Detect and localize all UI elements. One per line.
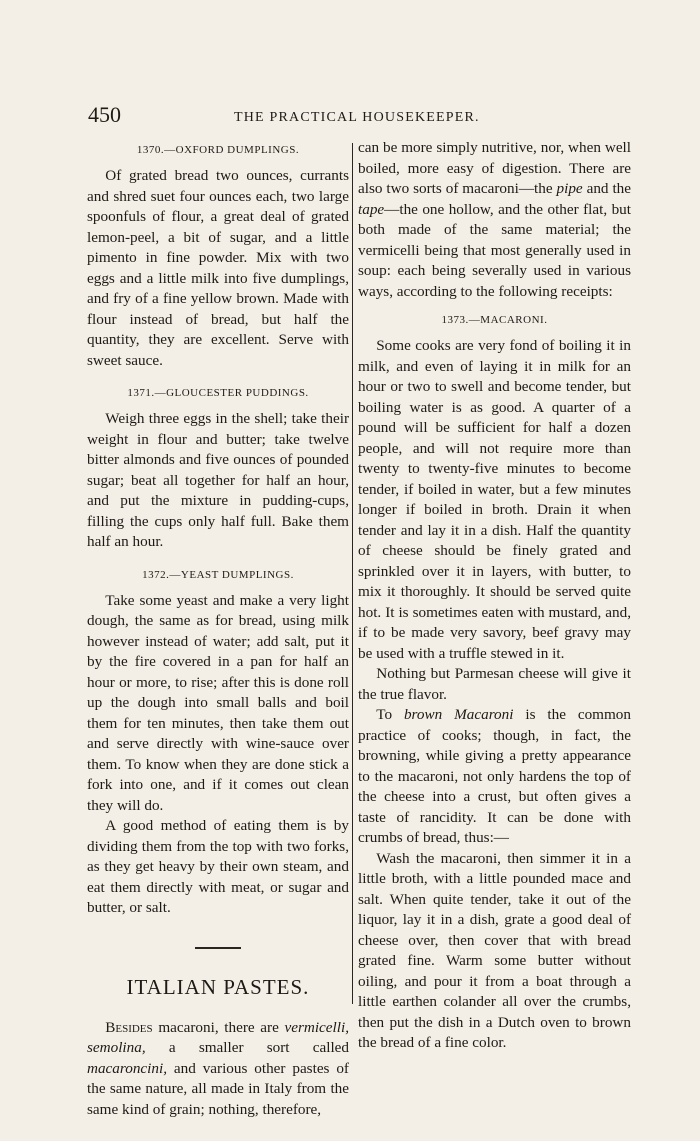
recipe-text-1372-b: A good method of eating them is by dividing them from the top with two forks, as they get heavy by their own steam, and eat them directly with meat, or sugar and butter, or salt. [87,817,349,916]
section-divider [195,947,241,949]
recipe-text-1372-a: Take some yeast and make a very light dough, the same as for bread, using milk however instead of water; add salt, put it by the fire covered in a pan for half an hour or more, to rise; after this is done roll up the dough into small balls and boil them for ten minutes, then take them out and serve directly with wine-sauce over them. To know when they are done stick a fork into one, and if it comes out clean they will do. [87,591,349,814]
recipe-text-1373-a: Some cooks are very fond of boiling it in milk, and even of laying it in milk for an hour or two to swell and become tender, but boiling water is as good. A quarter of a pound will be sufficient for half a dozen people, and will not require more than twenty to twenty-five minutes to become tender, if boiled in water, but a few minutes longer if boiled in broth. Drain it when tender and lay it in a dish. Half the quantity of cheese should be finely grated and sprinkled over it in layers, with butter, to mix it thoroughly. It should be served quite hot. It is sometimes eaten with mustard, and, if to be made very savory, beef gravy may be used with a truffle stewed in it. [358,337,631,662]
right-column [358,138,631,1054]
recipe-text-1370: Of grated bread two ounces, currants and shred suet four ounces each, two large spoonfuls of flour, a great deal of grated lemon-peel, a bit of sugar, and a little pimento in fine powder. Mix with two eggs and a little milk into five dumplings, and fry of a fine yellow brown. Made with flour instead of bread, but half the quantity, they are excellent. Serve with sweet sauce. [87,167,349,369]
recipe-title-1372: 1372.—YEAST DUMPLINGS. [142,568,294,581]
recipe-title-1370: 1370.—OXFORD DUMPLINGS. [136,144,300,156]
page-header [88,102,658,134]
recipe-text-1373-b: Nothing but Parmesan cheese will give it the true flavor. [358,665,631,703]
recipe-title-1371: 1371.—GLOUCESTER PUDDINGS. [127,387,309,399]
section-title: ITALIAN PASTES. [126,974,310,999]
recipe-text-1371: Weigh three eggs in the shell; take their weight in flour and butter; take twelve bitter almonds and five ounces of pounded sugar; beat all together for half an hour, and put the mixture in pudding-cups, filling the cups only half full. Bake them half an hour. [87,410,349,550]
section-intro: Besides macaroni, there are vermicelli, semolina, a smaller sort called macaroncini, and various other pastes of the same nature, all made in Italy from the same kind of grain; nothing, therefore, [87,1018,349,1118]
left-column [87,138,349,1120]
recipe-text-1373-c: To brown Macaroni is the common practice of cooks; though, in fact, the browning, while giving a pretty appearance to the macaroni, not only hardens the top of the cheese into a crust, but often gives a taste of rancidity. It can be done with crumbs of bread, thus:— [358,706,631,846]
column-divider [352,143,353,1004]
page-number: 450 [88,102,121,127]
section-intro-continued: can be more simply nutritive, nor, when well boiled, more easy of digestion. There are also two sorts of macaroni—the pipe and the tape—the one hollow, and the other flat, but both made of the same material; the vermicelli being that most generally used in soup: each being severally used in various ways, according to the following receipts: [358,139,632,300]
intro-first-word: Besides [105,1018,153,1036]
recipe-title-1373: 1373.—MACARONI. [441,314,548,326]
recipe-text-1373-d: Wash the macaroni, then simmer it in a little broth, with a little pounded mace and salt. When quite tender, take it out of the liquor, lay it in a dish, grate a good deal of cheese over, then cover that with bread grated fine. Warm some butter without oiling, and pour it from a boat through a little earthen colander all over the crumbs, then put the dish in a Dutch oven to brown the bread of a fine color. [358,849,631,1051]
running-head: THE PRACTICAL HOUSEKEEPER. [234,110,480,125]
